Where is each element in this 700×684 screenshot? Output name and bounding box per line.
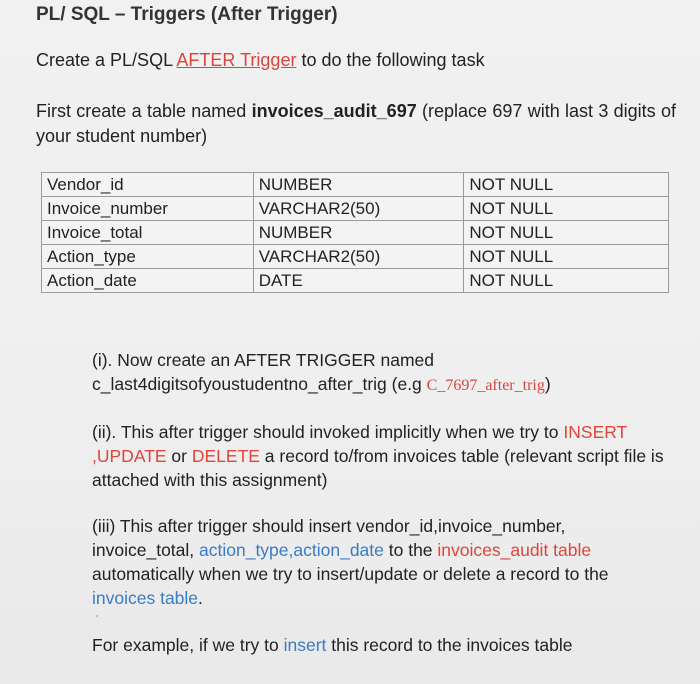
column-name-cell: Action_type — [42, 245, 254, 269]
column-type-cell: VARCHAR2(50) — [253, 197, 464, 221]
para1-after: (replace 697 with last 3 digits of your student number) — [36, 101, 676, 146]
column-constraint-cell: NOT NULL — [464, 173, 669, 197]
intro-text-after: to do the following task — [296, 50, 485, 70]
audit-table-schema — [41, 172, 669, 293]
invoices-table-ref: invoices table — [92, 588, 199, 608]
insert-word: insert — [283, 635, 327, 655]
column-type-cell: NUMBER — [253, 173, 464, 197]
or-text: or — [166, 446, 192, 466]
stray-mark: ' — [96, 614, 98, 625]
para1-before: First create a table named — [36, 101, 252, 121]
instruction-iii — [92, 514, 667, 610]
instruction-iii-part1: (iii) This after trigger should insert vendor_id,invoice_number, invoice_total, — [92, 516, 566, 560]
column-type-cell: DATE — [253, 269, 464, 293]
create-table-instruction — [36, 99, 676, 149]
column-type-cell: NUMBER — [253, 221, 464, 245]
intro-text-before: Create a PL/SQL — [36, 50, 177, 70]
instruction-i-text: (i). Now create an AFTER TRIGGER named c_last4digitsofyoustudentno_after_trig (e.g — [92, 350, 435, 394]
instruction-iii-part3: automatically when we try to insert/update or delete a record to the — [92, 564, 609, 584]
schema-row — [42, 269, 669, 293]
footer-after: this record to the invoices table — [326, 635, 573, 655]
schema-row — [42, 221, 669, 245]
column-constraint-cell: NOT NULL — [464, 269, 669, 293]
insert-keyword: INSERT — [563, 422, 627, 442]
column-name-cell: Vendor_id — [42, 173, 254, 197]
instruction-i — [92, 348, 682, 398]
column-type-cell: VARCHAR2(50) — [253, 245, 464, 269]
trigger-name-example: C_7697_after_trig — [426, 377, 545, 394]
instruction-iii-part2: to the — [383, 540, 438, 560]
column-name-cell: Action_date — [42, 269, 254, 293]
instruction-ii-part1: (ii). This after trigger should invoked implicitly when we try to — [92, 422, 564, 442]
instruction-iii-part4: . — [198, 588, 203, 608]
delete-keyword: DELETE — [191, 446, 260, 466]
column-name-cell: Invoice_total — [42, 221, 254, 245]
column-constraint-cell: NOT NULL — [464, 245, 669, 269]
column-name-cell: Invoice_number — [42, 197, 254, 221]
footer-before: For example, if we try to — [92, 635, 284, 655]
audit-table-ref: invoices_audit table — [437, 540, 592, 560]
page-heading: PL/ SQL – Triggers (After Trigger) — [36, 4, 338, 25]
schema-row — [42, 197, 669, 221]
comma: , — [92, 446, 97, 466]
instruction-ii-part2: a record to/from invoices table (relevant script file is attached with this assignment) — [92, 446, 664, 490]
after-trigger-link[interactable]: AFTER Trigger — [176, 50, 297, 70]
schema-row — [42, 245, 669, 269]
action-columns: action_type,action_date — [199, 540, 384, 560]
column-constraint-cell: NOT NULL — [464, 221, 669, 245]
table-name: invoices_audit_697 — [251, 101, 417, 121]
column-constraint-cell: NOT NULL — [464, 197, 669, 221]
instruction-i-close: ) — [544, 374, 551, 394]
intro-line — [36, 50, 485, 71]
instruction-ii — [92, 420, 667, 492]
schema-row — [42, 173, 669, 197]
example-line — [92, 633, 667, 657]
update-keyword: UPDATE — [96, 446, 167, 466]
